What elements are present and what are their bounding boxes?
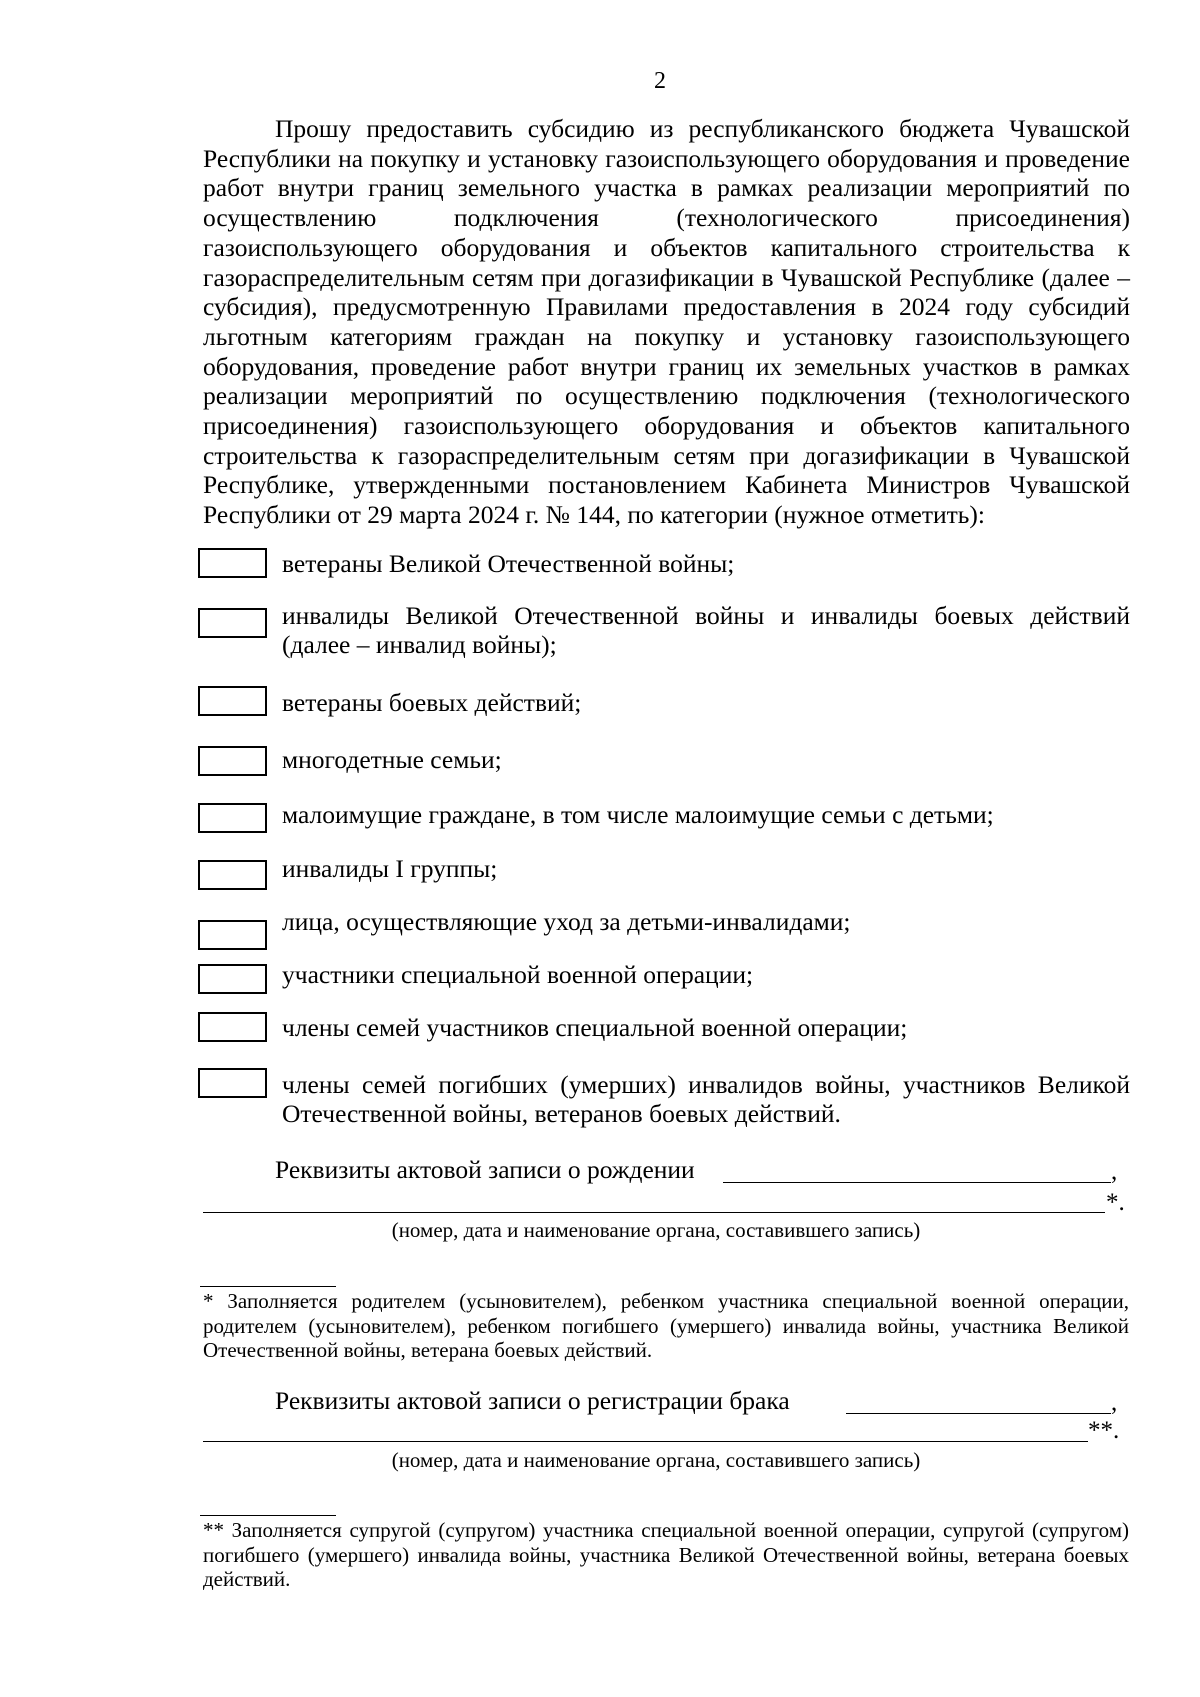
marriage-record-end-mark: **. xyxy=(1088,1417,1120,1444)
category-checkbox[interactable] xyxy=(198,860,267,890)
category-checkbox[interactable] xyxy=(198,1012,267,1042)
category-label: ветераны боевых действий; xyxy=(282,688,582,717)
footnote-1: * Заполняется родителем (усыновителем), ребенком участника специальной военной операции, родителем (усыновителем), ребенком погибшего (умершего) инвалида войны, участника Великой Отечественной войны, ветерана боевых действий. xyxy=(203,1289,1129,1362)
marriage-record-input-line[interactable] xyxy=(846,1413,1111,1414)
page-number: 2 xyxy=(654,68,666,94)
marriage-record-input-line-2[interactable] xyxy=(203,1441,1088,1442)
category-label: малоимущие граждане, в том числе малоимущие семьи с детьми; xyxy=(282,800,994,829)
footnote-separator xyxy=(200,1286,336,1287)
birth-record-end-mark: *. xyxy=(1106,1189,1125,1216)
marriage-record-caption: (номер, дата и наименование органа, составившего запись) xyxy=(391,1448,921,1472)
marriage-record-comma: , xyxy=(1111,1389,1118,1416)
category-label: ветераны Великой Отечественной войны; xyxy=(282,549,735,578)
category-label: члены семей погибших (умерших) инвалидов войны, участников Великой Отечественной войны, ветеранов боевых действий. xyxy=(282,1070,1130,1128)
category-checkbox[interactable] xyxy=(198,920,267,950)
category-checkbox[interactable] xyxy=(198,746,267,776)
birth-record-input-line-2[interactable] xyxy=(203,1212,1105,1213)
category-label: лица, осуществляющие уход за детьми-инвалидами; xyxy=(282,907,851,936)
intro-paragraph: Прошу предоставить субсидию из республиканского бюджета Чувашской Республики на покупку и установку газоиспользующего оборудования и проведение работ внутри границ земельного участка в рамках реализации мероприятий по осуществлению подключения (технологического присоединения) газоиспользующего оборудования и объектов капитального строительства к газораспределительным сетям при догазификации в Чувашской Республике (далее – субсидия), предусмотренную Правилами предоставления в 2024 году субсидий льготным категориям граждан на покупку и установку газоиспользующего оборудования, проведение работ внутри границ их земельных участков в рамках реализации мероприятий по осуществлению подключения (технологического присоединения) газоиспользующего оборудования и объектов капитального строительства к газораспределительным сетям при догазификации в Чувашской Республике, утвержденными постановлением Кабинета Министров Чувашской Республики от 29 марта 2024 г. № 144, по категории (нужное отметить): xyxy=(203,114,1130,530)
category-checkbox[interactable] xyxy=(198,964,267,994)
birth-record-caption: (номер, дата и наименование органа, составившего запись) xyxy=(391,1218,921,1242)
category-label: инвалиды I группы; xyxy=(282,854,498,883)
footnote-2: ** Заполняется супругой (супругом) участника специальной военной операции, супругой (супругом) погибшего (умершего) инвалида войны, участника Великой Отечественной войны, ветерана боевых действий. xyxy=(203,1518,1129,1591)
birth-record-input-line[interactable] xyxy=(723,1182,1111,1183)
category-checkbox[interactable] xyxy=(198,608,267,638)
birth-record-comma: , xyxy=(1111,1158,1118,1185)
category-checkbox[interactable] xyxy=(198,548,267,578)
category-label: члены семей участников специальной военной операции; xyxy=(282,1013,908,1042)
marriage-record-label: Реквизиты актовой записи о регистрации брака xyxy=(275,1386,790,1415)
footnote-separator xyxy=(200,1515,336,1516)
birth-record-label: Реквизиты актовой записи о рождении xyxy=(275,1155,695,1184)
category-checkbox[interactable] xyxy=(198,803,267,833)
category-checkbox[interactable] xyxy=(198,686,267,716)
category-label: участники специальной военной операции; xyxy=(282,960,754,989)
category-checkbox[interactable] xyxy=(198,1068,267,1098)
category-label: инвалиды Великой Отечественной войны и инвалиды боевых действий (далее – инвалид войны); xyxy=(282,601,1130,659)
category-label: многодетные семьи; xyxy=(282,745,502,774)
